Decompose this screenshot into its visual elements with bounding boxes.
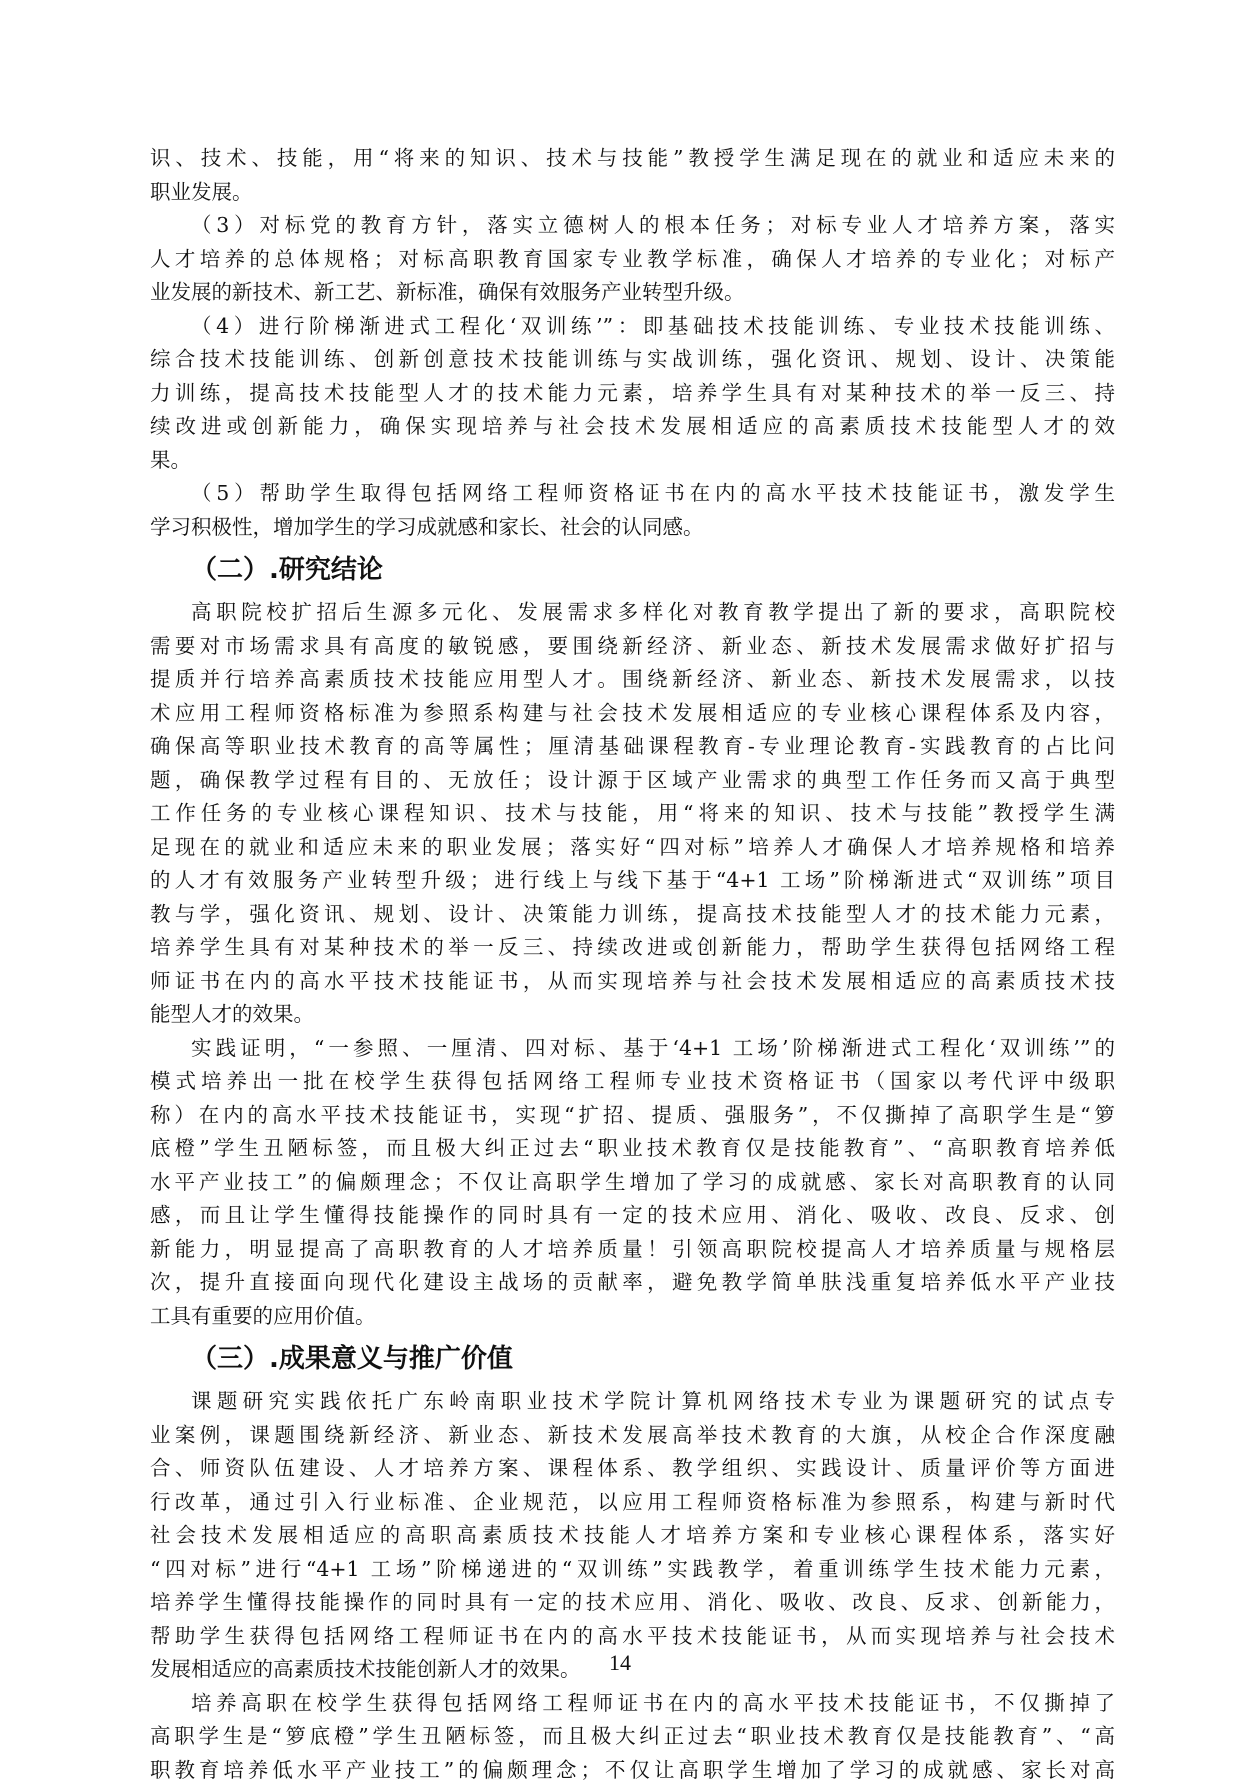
paragraph-line: 高职院校扩招后生源多元化、发展需求多样化对教育教学提出了新的要求，高职院校 <box>150 596 1115 630</box>
paragraph-line: 续改进或创新能力，确保实现培养与社会技术发展相适应的高素质技术技能型人才的效 <box>150 410 1115 444</box>
paragraph-line: 师证书在内的高水平技术技能证书，从而实现培养与社会技术发展相适应的高素质技术技 <box>150 965 1115 999</box>
paragraph <box>150 1385 1115 1687</box>
paragraph <box>150 1032 1115 1334</box>
paragraph-line: 确保高等职业技术教育的高等属性；厘清基础课程教育-专业理论教育-实践教育的占比问 <box>150 730 1115 764</box>
paragraph-line: 称）在内的高水平技术技能证书，实现“扩招、提质、强服务”，不仅撕掉了高职学生是“箩 <box>150 1099 1115 1133</box>
paragraph-line: 职业发展。 <box>150 176 1115 210</box>
paragraph <box>150 1687 1115 1787</box>
paragraph-line: 综合技术技能训练、创新创意技术技能训练与实战训练，强化资讯、规划、设计、决策能 <box>150 343 1115 377</box>
paragraph <box>150 142 1115 209</box>
paragraph-line: 高职学生是“箩底橙”学生丑陋标签，而且极大纠正过去“职业技术教育仅是技能教育”、“高 <box>150 1720 1115 1754</box>
paragraph <box>150 209 1115 310</box>
paragraph-line: 足现在的就业和适应未来的职业发展；落实好“四对标”培养人才确保人才培养规格和培养 <box>150 831 1115 865</box>
paragraph-line: 力训练，提高技术技能型人才的技术能力元素，培养学生具有对某种技术的举一反三、持 <box>150 377 1115 411</box>
paragraph-line: 社会技术发展相适应的高职高素质技术技能人才培养方案和专业核心课程体系，落实好 <box>150 1519 1115 1553</box>
paragraph-line: 能型人才的效果。 <box>150 998 1115 1032</box>
paragraph-line: 识、技术、技能，用“将来的知识、技术与技能”教授学生满足现在的就业和适应未来的 <box>150 142 1115 176</box>
paragraph-line: 学习积极性，增加学生的学习成就感和家长、社会的认同感。 <box>150 511 1115 545</box>
section-heading: （二）.研究结论 <box>150 544 1115 596</box>
paragraph-line: 人才培养的总体规格；对标高职教育国家专业教学标准，确保人才培养的专业化；对标产 <box>150 243 1115 277</box>
paragraph-line: 合、师资队伍建设、人才培养方案、课程体系、教学组织、实践设计、质量评价等方面进 <box>150 1452 1115 1486</box>
paragraph-line: 教与学，强化资讯、规划、设计、决策能力训练，提高技术技能型人才的技术能力元素， <box>150 898 1115 932</box>
paragraph-line: 业案例，课题围绕新经济、新业态、新技术发展高举技术教育的大旗，从校企合作深度融 <box>150 1419 1115 1453</box>
paragraph-line: 发展相适应的高素质技术技能创新人才的效果。 <box>150 1653 1115 1687</box>
paragraph <box>150 310 1115 478</box>
paragraph-line: （4）进行阶梯渐进式工程化‘双训练’”：即基础技术技能训练、专业技术技能训练、 <box>150 310 1115 344</box>
paragraph <box>150 596 1115 1032</box>
paragraph-line: 的人才有效服务产业转型升级；进行线上与线下基于“4+1 工场”阶梯渐进式“双训练”项目 <box>150 864 1115 898</box>
paragraph-line: 帮助学生获得包括网络工程师证书在内的高水平技术技能证书，从而实现培养与社会技术 <box>150 1620 1115 1654</box>
paragraph-line: 培养学生懂得技能操作的同时具有一定的技术应用、消化、吸收、改良、反求、创新能力， <box>150 1586 1115 1620</box>
paragraph-line: 模式培养出一批在校学生获得包括网络工程师专业技术资格证书（国家以考代评中级职 <box>150 1065 1115 1099</box>
paragraph-line: 业发展的新技术、新工艺、新标准，确保有效服务产业转型升级。 <box>150 276 1115 310</box>
paragraph-line: 职教育培养低水平产业技工”的偏颇理念；不仅让高职学生增加了学习的成就感、家长对高 <box>150 1754 1115 1787</box>
paragraph-line: 行改革，通过引入行业标准、企业规范，以应用工程师资格标准为参照系，构建与新时代 <box>150 1486 1115 1520</box>
paragraph-line: 提质并行培养高素质技术技能应用型人才。围绕新经济、新业态、新技术发展需求，以技 <box>150 663 1115 697</box>
paragraph-line: 题，确保教学过程有目的、无放任；设计源于区域产业需求的典型工作任务而又高于典型 <box>150 764 1115 798</box>
paragraph-line: 底橙”学生丑陋标签，而且极大纠正过去“职业技术教育仅是技能教育”、“高职教育培养低 <box>150 1132 1115 1166</box>
paragraph <box>150 477 1115 544</box>
paragraph-line: （3）对标党的教育方针，落实立德树人的根本任务；对标专业人才培养方案，落实 <box>150 209 1115 243</box>
document-body <box>150 142 1115 1787</box>
section-heading: （三）.成果意义与推广价值 <box>150 1333 1115 1385</box>
paragraph-line: 术应用工程师资格标准为参照系构建与社会技术发展相适应的专业核心课程体系及内容， <box>150 697 1115 731</box>
paragraph-line: 实践证明，“一参照、一厘清、四对标、基于‘4+1 工场’阶梯渐进式工程化‘双训练’”的 <box>150 1032 1115 1066</box>
paragraph-line: 果。 <box>150 444 1115 478</box>
page-number: 14 <box>0 1650 1240 1676</box>
paragraph-line: 新能力，明显提高了高职教育的人才培养质量！引领高职院校提高人才培养质量与规格层 <box>150 1233 1115 1267</box>
paragraph-line: 课题研究实践依托广东岭南职业技术学院计算机网络技术专业为课题研究的试点专 <box>150 1385 1115 1419</box>
paragraph-line: （5）帮助学生取得包括网络工程师资格证书在内的高水平技术技能证书，激发学生 <box>150 477 1115 511</box>
paragraph-line: 工作任务的专业核心课程知识、技术与技能，用“将来的知识、技术与技能”教授学生满 <box>150 797 1115 831</box>
paragraph-line: 感，而且让学生懂得技能操作的同时具有一定的技术应用、消化、吸收、改良、反求、创 <box>150 1199 1115 1233</box>
paragraph-line: 水平产业技工”的偏颇理念；不仅让高职学生增加了学习的成就感、家长对高职教育的认同 <box>150 1166 1115 1200</box>
paragraph-line: 次，提升直接面向现代化建设主战场的贡献率，避免教学简单肤浅重复培养低水平产业技 <box>150 1266 1115 1300</box>
paragraph-line: “四对标”进行“4+1 工场”阶梯递进的“双训练”实践教学，着重训练学生技术能力元素， <box>150 1553 1115 1587</box>
paragraph-line: 工具有重要的应用价值。 <box>150 1300 1115 1334</box>
paragraph-line: 培养学生具有对某种技术的举一反三、持续改进或创新能力，帮助学生获得包括网络工程 <box>150 931 1115 965</box>
paragraph-line: 需要对市场需求具有高度的敏锐感，要围绕新经济、新业态、新技术发展需求做好扩招与 <box>150 630 1115 664</box>
paragraph-line: 培养高职在校学生获得包括网络工程师证书在内的高水平技术技能证书，不仅撕掉了 <box>150 1687 1115 1721</box>
